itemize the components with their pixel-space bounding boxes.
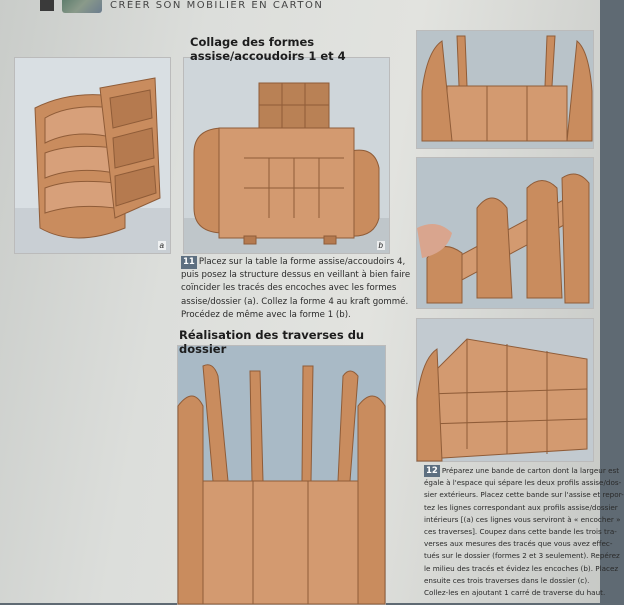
step-12-line-10: ensuite ces trois traverses dans le dossier (c). [424, 575, 590, 585]
step-11-line-2: puis posez la structure dessus en veillant à bien faire [181, 270, 411, 281]
step-12-line-11: Collez-les en ajoutant 1 carré de traverse du haut. [424, 588, 606, 598]
photo-a [14, 57, 171, 254]
photo-right-3-illustration [417, 319, 593, 461]
step-12-line-9: le milieu des tracés et évidez les encoches (b). Placez [424, 563, 619, 573]
photo-a-illustration [15, 58, 170, 253]
collage-heading [190, 35, 400, 63]
step-12-line-6: ces traverses]. Coupez dans cette bande les trois tra- [424, 527, 617, 537]
photo-a-label: a [159, 241, 164, 250]
photo-right-2-illustration [417, 158, 593, 308]
photo-b-illustration [184, 58, 389, 253]
traverses-heading: Réalisation des traverses du dossier [179, 328, 365, 356]
photo-traverses-illustration [178, 346, 385, 604]
step-12-line-7: verses aux mesures des tracés que vous avez effec- [424, 539, 613, 549]
step-12-line-3: sier extérieurs. Placez cette bande sur l'assise et repor- [424, 490, 624, 500]
step-12-line-4: tez les lignes correspondant aux profils assise/dossier [424, 502, 618, 512]
photo-right-2 [416, 157, 594, 309]
step-12-line-8: tués sur le dossier (formes 2 et 3 seulement). Repérez [424, 551, 620, 561]
page-number [40, 0, 54, 11]
step-12-paragraph [424, 465, 624, 599]
photo-b-label: b [378, 241, 383, 250]
step-11-line-3: coïncider les tracés des encoches avec les formes [181, 283, 397, 294]
running-title: CRÉER SON MOBILIER EN CARTON [110, 0, 324, 11]
photo-right-3 [416, 318, 594, 462]
collage-heading-line2: assise/accoudoirs 1 et 4 [190, 49, 346, 63]
running-header [40, 0, 323, 14]
step-11-badge: 11 [181, 256, 197, 269]
photo-traverses [177, 345, 386, 605]
step-11-line-4: assise/dossier (a). Collez la forme 4 au kraft gommé. [181, 296, 409, 307]
photo-b [183, 57, 390, 254]
step-12-line-2: égale à l'espace qui sépare les deux profils assise/dos- [424, 478, 622, 488]
step-11-paragraph [181, 256, 416, 322]
step-12-line-5: intérieurs [(a) ces lignes vous serviront à « encocher » [424, 514, 621, 524]
step-11-line-5: Procédez de même avec la forme 1 (b). [181, 309, 351, 320]
series-logo-icon [62, 0, 102, 13]
step-12-line-1: 12 Préparez une bande de carton dont la largeur est [426, 466, 620, 476]
step-11-line-1: 11 Placez sur la table la forme assise/accoudoirs 4, [181, 256, 416, 269]
photo-right-1 [416, 30, 594, 149]
photo-right-1-illustration [417, 31, 593, 148]
step-12-badge: 12 [426, 466, 438, 476]
collage-heading-line1: Collage des formes [190, 35, 315, 49]
